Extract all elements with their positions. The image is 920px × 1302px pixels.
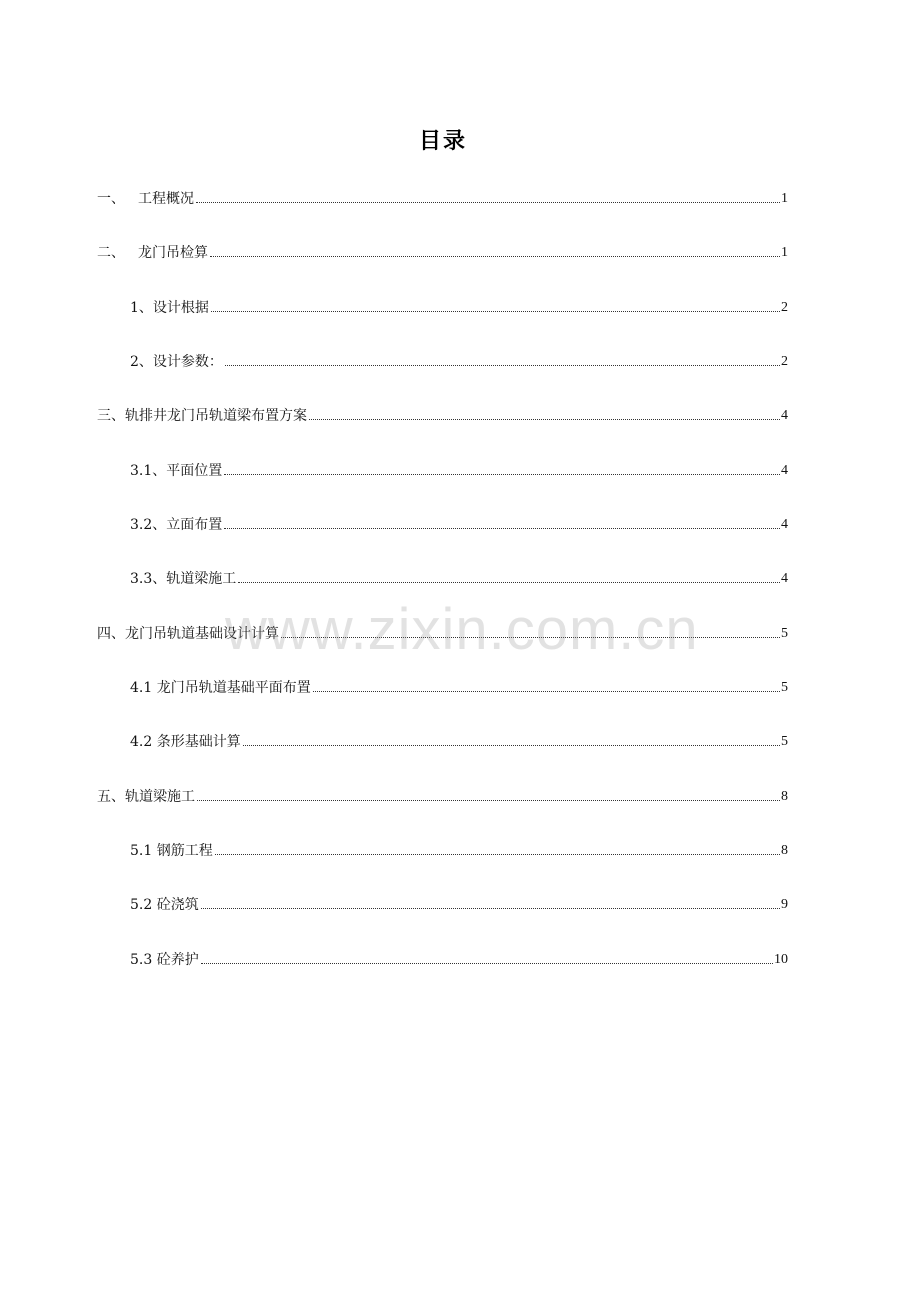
toc-entry-4[interactable] <box>130 349 788 371</box>
toc-entry-9[interactable] <box>97 621 788 643</box>
toc-page-number: 4 <box>781 408 788 423</box>
toc-dot-leader <box>201 962 773 964</box>
toc-entry-6[interactable] <box>130 458 788 480</box>
toc-entry-15[interactable] <box>130 947 788 969</box>
toc-entry-label: 五、轨道梁施工 <box>97 789 195 805</box>
toc-page-number: 4 <box>781 517 788 532</box>
toc-dot-leader <box>211 310 780 312</box>
toc-dot-leader <box>281 636 780 638</box>
toc-page-number: 2 <box>781 354 788 369</box>
toc-page-number: 1 <box>781 191 788 206</box>
toc-entry-label: 3.1、平面位置 <box>130 463 223 479</box>
toc-entry-number: 一、 <box>97 191 125 207</box>
toc-entry-13[interactable] <box>130 838 788 860</box>
toc-entry-label: 4.1 龙门吊轨道基础平面布置 <box>130 680 311 696</box>
toc-entry-label: 5.2 砼浇筑 <box>130 897 199 913</box>
toc-entry-3[interactable] <box>130 295 788 317</box>
toc-dot-leader <box>309 418 780 420</box>
toc-page-number: 1 <box>781 245 788 260</box>
toc-entry-label: 1、设计根据 <box>130 300 209 316</box>
toc-page-number: 4 <box>781 463 788 478</box>
toc-entry-label: 5.3 砼养护 <box>130 952 199 968</box>
toc-entry-1[interactable] <box>97 186 788 208</box>
toc-entry-text <box>97 190 195 208</box>
toc-entry-2[interactable] <box>97 240 788 262</box>
toc-dot-leader <box>215 853 780 855</box>
toc-entry-label: 工程概况 <box>138 191 194 207</box>
toc-entry-11[interactable] <box>130 729 788 751</box>
toc-title: 目录 <box>418 129 467 154</box>
toc-dot-leader <box>313 690 780 692</box>
watermark: www.zixin.com.cn <box>225 597 699 662</box>
toc-page-number: 2 <box>781 300 788 315</box>
toc-entry-label: 三、轨排井龙门吊轨道梁布置方案 <box>97 408 307 424</box>
toc-page-number: 8 <box>781 843 788 858</box>
toc-dot-leader <box>210 255 780 257</box>
toc-dot-leader <box>196 201 780 203</box>
toc-page-number: 5 <box>781 734 788 749</box>
toc-entry-14[interactable] <box>130 892 788 914</box>
toc-entry-number: 二、 <box>97 245 125 261</box>
toc-entry-label: 4.2 条形基础计算 <box>130 734 241 750</box>
toc-page-number: 5 <box>781 626 788 641</box>
toc-entry-12[interactable] <box>97 784 788 806</box>
toc-dot-leader <box>238 581 780 583</box>
toc-entry-label: 四、龙门吊轨道基础设计计算 <box>97 626 279 642</box>
toc-page-number: 5 <box>781 680 788 695</box>
toc-entry-text <box>97 244 209 262</box>
toc-entry-5[interactable] <box>97 403 788 425</box>
toc-dot-leader <box>224 473 780 475</box>
toc-dot-leader <box>197 799 780 801</box>
toc-page-number: 8 <box>781 789 788 804</box>
toc-entry-8[interactable] <box>130 566 788 588</box>
toc-entry-label: 5.1 钢筋工程 <box>130 843 213 859</box>
toc-page-number: 10 <box>774 952 788 967</box>
toc-entry-label: 2、设计参数： <box>130 354 223 370</box>
toc-entry-10[interactable] <box>130 675 788 697</box>
toc-entry-label: 龙门吊检算 <box>138 245 208 261</box>
toc-dot-leader <box>243 744 780 746</box>
toc-page-number: 4 <box>781 571 788 586</box>
toc-dot-leader <box>225 364 780 366</box>
toc-entry-7[interactable] <box>130 512 788 534</box>
toc-entry-label: 3.3、轨道梁施工 <box>130 571 237 587</box>
toc-dot-leader <box>224 527 780 529</box>
toc-dot-leader <box>201 907 780 909</box>
toc-page-number: 9 <box>781 897 788 912</box>
toc-entry-label: 3.2、立面布置 <box>130 517 223 533</box>
